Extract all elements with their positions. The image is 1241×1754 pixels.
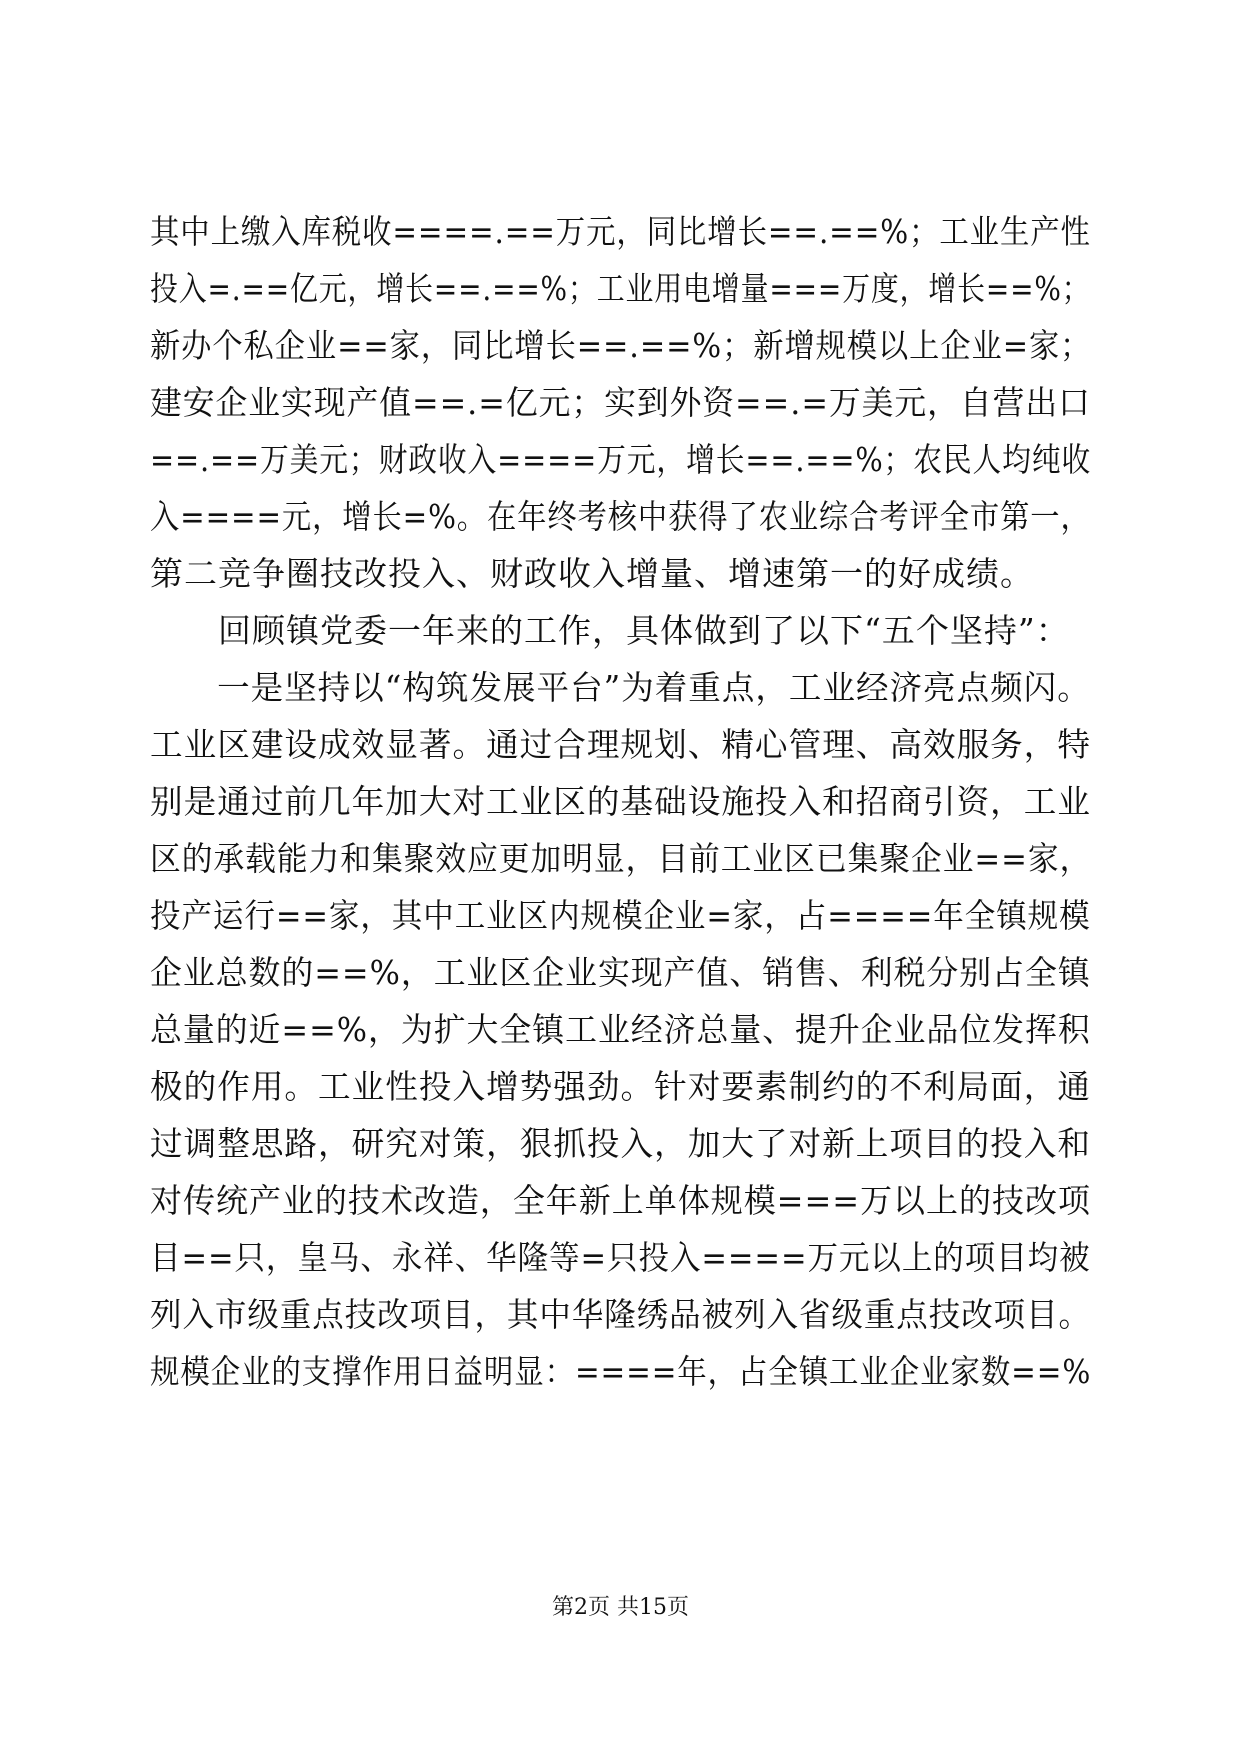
body-line: 第二竞争圈技改投入、财政收入增量、增速第一的好成绩。	[150, 554, 1034, 593]
body-line: 区的承载能力和集聚效应更加明显，目前工业区已集聚企业==家，	[150, 839, 1092, 878]
body-line: 极的作用。工业性投入增势强劲。针对要素制约的不利局面，通	[150, 1067, 1091, 1106]
body-line: 入====元，增长=%。在年终考核中获得了农业综合考评全市第一，	[150, 497, 1091, 536]
body-line: 回顾镇党委一年来的工作，具体做到了以下“五个坚持”：	[150, 611, 1070, 650]
body-line: 别是通过前几年加大对工业区的基础设施投入和招商引资，工业	[150, 782, 1091, 821]
body-line: 过调整思路，研究对策，狠抓投入，加大了对新上项目的投入和	[150, 1124, 1091, 1163]
body-line: 对传统产业的技术改造，全年新上单体规模===万以上的技改项	[150, 1181, 1091, 1220]
body-line: 投入=.==亿元，增长==.==%；工业用电增量===万度，增长==%；	[150, 269, 1091, 308]
body-line: 投产运行==家，其中工业区内规模企业=家，占====年全镇规模	[150, 896, 1091, 935]
body-line: 其中上缴入库税收====.==万元，同比增长==.==%；工业生产性	[150, 212, 1091, 251]
body-line: 新办个私企业==家，同比增长==.==%；新增规模以上企业=家；	[150, 326, 1092, 365]
page-footer: 第2页 共15页	[552, 1595, 689, 1620]
body-line: 列入市级重点技改项目，其中华隆绣品被列入省级重点技改项目。	[150, 1295, 1091, 1334]
body-line: 工业区建设成效显著。通过合理规划、精心管理、高效服务，特	[150, 725, 1091, 764]
body-line: 目==只，皇马、永祥、华隆等=只投入====万元以上的项目均被	[150, 1238, 1091, 1277]
body-line: 企业总数的==%，工业区企业实现产值、销售、利税分别占全镇	[150, 953, 1091, 992]
body-line: 总量的近==%，为扩大全镇工业经济总量、提升企业品位发挥积	[150, 1010, 1091, 1049]
body-line: 规模企业的支撑作用日益明显：====年，占全镇工业企业家数==%	[150, 1352, 1092, 1391]
body-line: 一是坚持以“构筑发展平台”为着重点，工业经济亮点频闪。	[150, 668, 1091, 707]
body-line: 建安企业实现产值==.=亿元；实到外资==.=万美元，自营出口	[150, 383, 1091, 422]
body-line: ==.==万美元；财政收入====万元，增长==.==%；农民人均纯收	[150, 440, 1092, 479]
